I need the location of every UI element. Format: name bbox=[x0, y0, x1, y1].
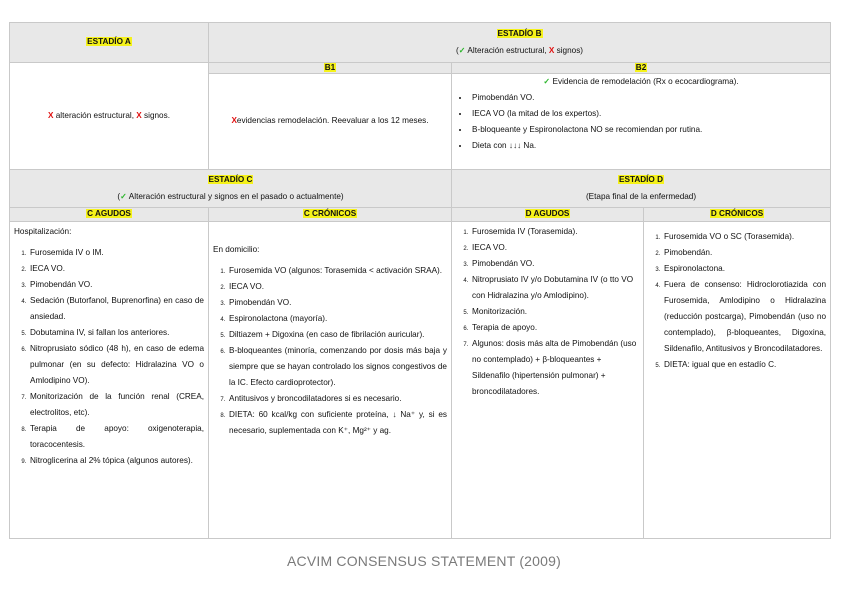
c-agudos-body bbox=[10, 222, 209, 539]
list-item: 6. B-bloqueantes (minoría, comenzando por dosis más baja y siempre que se hayan controlado los signos congestivos de la IC. Efecto cardioprotector). bbox=[227, 343, 447, 391]
estadio-a-header bbox=[10, 23, 209, 63]
list-item: • B-bloqueante y Espironolactona NO se recomiendan por rutina. bbox=[470, 122, 826, 138]
list-item: 5. Diltiazem + Digoxina (en caso de fibrilación auricular). bbox=[227, 327, 447, 343]
c-agudos-intro: Hospitalización: bbox=[14, 227, 72, 236]
b2-intro: ✓ Evidencia de remodelación (Rx o ecocardiograma). bbox=[543, 77, 739, 86]
b1-text: evidencias remodelación. Reevaluar a los 12 meses. bbox=[236, 116, 429, 126]
list-item: 6. Nitroprusiato sódico (48 h), en caso de edema pulmonar (en su defecto: Hidralazina VO o Amlodipino VO). bbox=[28, 341, 204, 389]
list-item: 9. Nitroglicerina al 2% tópica (algunos autores). bbox=[28, 453, 204, 469]
list-item: 1. Furosemida IV o IM. bbox=[28, 245, 204, 261]
list-item: 7. Monitorización de la función renal (CREA, electrolitos, etc). bbox=[28, 389, 204, 421]
list-item: 7. Antitusivos y broncodilatadores si es necesario. bbox=[227, 391, 447, 407]
cd-body-row bbox=[10, 222, 831, 539]
b1-header bbox=[209, 63, 452, 74]
c-cronicos-intro: En domicilio: bbox=[213, 245, 260, 254]
list-item: 2. Pimobendán. bbox=[662, 245, 826, 261]
c-agudos-list bbox=[14, 245, 204, 469]
list-item: 3. Espironolactona. bbox=[662, 261, 826, 277]
estadio-c-subtitle: (✓ Alteración estructural y signos en el pasado o actualmente) bbox=[117, 191, 344, 201]
d-cronicos-body bbox=[644, 222, 831, 539]
check-icon: ✓ bbox=[458, 45, 466, 55]
list-item: 1. Furosemida VO (algunos: Torasemida < activación SRAA). bbox=[227, 263, 447, 279]
list-item: • Dieta con ↓↓↓ Na. bbox=[470, 138, 826, 154]
header-row-c-d bbox=[10, 170, 831, 208]
estadio-d-header bbox=[452, 170, 831, 208]
estadio-d-title: ESTADÍO D bbox=[619, 175, 663, 185]
x-mark-icon: X bbox=[231, 116, 237, 126]
list-item: 4. Fuera de consenso: Hidroclorotiazida con Furosemida, Amlodipino o Hidralazina (reducción postcarga), Pimobendán (uso no contemplado), β-bloqueantes, Digoxina, Sildenafilo, Antitusivos y Broncodilatadores. bbox=[662, 277, 826, 357]
list-item: 3. Pimobendán VO. bbox=[28, 277, 204, 293]
list-item: 3. Pimobendán VO. bbox=[227, 295, 447, 311]
list-item: 1. Furosemida IV (Torasemida). bbox=[470, 224, 639, 240]
b-subheader-row bbox=[10, 63, 831, 74]
list-item: 4. Espironolactona (mayoría). bbox=[227, 311, 447, 327]
estadio-a-body: X alteración estructural, X signos. bbox=[10, 63, 209, 170]
d-agudos-header bbox=[452, 208, 644, 222]
source-caption: ACVIM CONSENSUS STATEMENT (2009) bbox=[286, 553, 561, 569]
list-item: 4. Nitroprusiato IV y/o Dobutamina IV (o tto VO con Hidralazina y/o Amlodipino). bbox=[470, 272, 639, 304]
list-item: 2. IECA VO. bbox=[227, 279, 447, 295]
b2-list bbox=[456, 90, 826, 154]
estadio-b-header bbox=[209, 23, 831, 63]
check-icon: ✓ bbox=[543, 77, 551, 86]
c-cronicos-list bbox=[213, 263, 447, 439]
d-agudos-title: D AGUDOS bbox=[525, 209, 570, 218]
list-item: 7. Algunos: dosis más alta de Pimobendán (uso no contemplado) + β-bloqueantes + Sildenafilo (hipertensión pulmonar) + broncodilatadores. bbox=[470, 336, 639, 400]
check-icon: ✓ bbox=[120, 191, 127, 201]
estadio-c-header bbox=[10, 170, 452, 208]
list-item: 5. DIETA: igual que en estadío C. bbox=[662, 357, 826, 373]
x-mark-icon: X bbox=[48, 110, 54, 120]
estadio-d-subtitle: (Etapa final de la enfermedad) bbox=[585, 191, 697, 201]
list-item: 6. Terapia de apoyo. bbox=[470, 320, 639, 336]
b2-header bbox=[452, 63, 831, 74]
d-cronicos-header bbox=[644, 208, 831, 222]
list-item: 8. Terapia de apoyo: oxigenoterapia, toracocentesis. bbox=[28, 421, 204, 453]
acvim-staging-table bbox=[9, 22, 831, 539]
list-item: 2. IECA VO. bbox=[470, 240, 639, 256]
b2-title: B2 bbox=[635, 63, 647, 72]
estadio-b-subtitle: (✓ Alteración estructural, X signos) bbox=[456, 45, 584, 55]
b1-title: B1 bbox=[324, 63, 336, 72]
x-mark-icon: X bbox=[548, 45, 555, 55]
x-mark-icon: X bbox=[136, 110, 142, 120]
c-cronicos-header bbox=[209, 208, 452, 222]
list-item: 8. DIETA: 60 kcal/kg con suficiente proteína, ↓ Na⁺ y, si es necesario, suplementada con K⁺, Mg²⁺ y ag. bbox=[227, 407, 447, 439]
staging-table-container bbox=[9, 22, 830, 539]
b2-body bbox=[452, 74, 831, 170]
header-row-a-b bbox=[10, 23, 831, 63]
estadio-a-title: ESTADÍO A bbox=[87, 37, 131, 47]
d-agudos-body bbox=[452, 222, 644, 539]
list-item: 5. Monitorización. bbox=[470, 304, 639, 320]
c-agudos-header bbox=[10, 208, 209, 222]
c-cronicos-title: C CRÓNICOS bbox=[303, 209, 357, 218]
list-item: 2. IECA VO. bbox=[28, 261, 204, 277]
d-agudos-list bbox=[456, 224, 639, 400]
estadio-c-title: ESTADÍO C bbox=[208, 175, 253, 185]
list-item: 3. Pimobendán VO. bbox=[470, 256, 639, 272]
list-item: 1. Furosemida VO o SC (Torasemida). bbox=[662, 229, 826, 245]
d-cronicos-title: D CRÓNICOS bbox=[710, 209, 764, 218]
c-agudos-title: C AGUDOS bbox=[87, 209, 131, 218]
estadio-b-title: ESTADÍO B bbox=[497, 29, 542, 39]
b1-body bbox=[209, 74, 452, 170]
d-cronicos-list bbox=[648, 229, 826, 373]
c-cronicos-body bbox=[209, 222, 452, 539]
list-item: 4. Sedación (Butorfanol, Buprenorfina) en caso de ansiedad. bbox=[28, 293, 204, 325]
list-item: • IECA VO (la mitad de los expertos). bbox=[470, 106, 826, 122]
list-item: 5. Dobutamina IV, si fallan los anteriores. bbox=[28, 325, 204, 341]
cd-subheader-row bbox=[10, 208, 831, 222]
list-item: • Pimobendán VO. bbox=[470, 90, 826, 106]
